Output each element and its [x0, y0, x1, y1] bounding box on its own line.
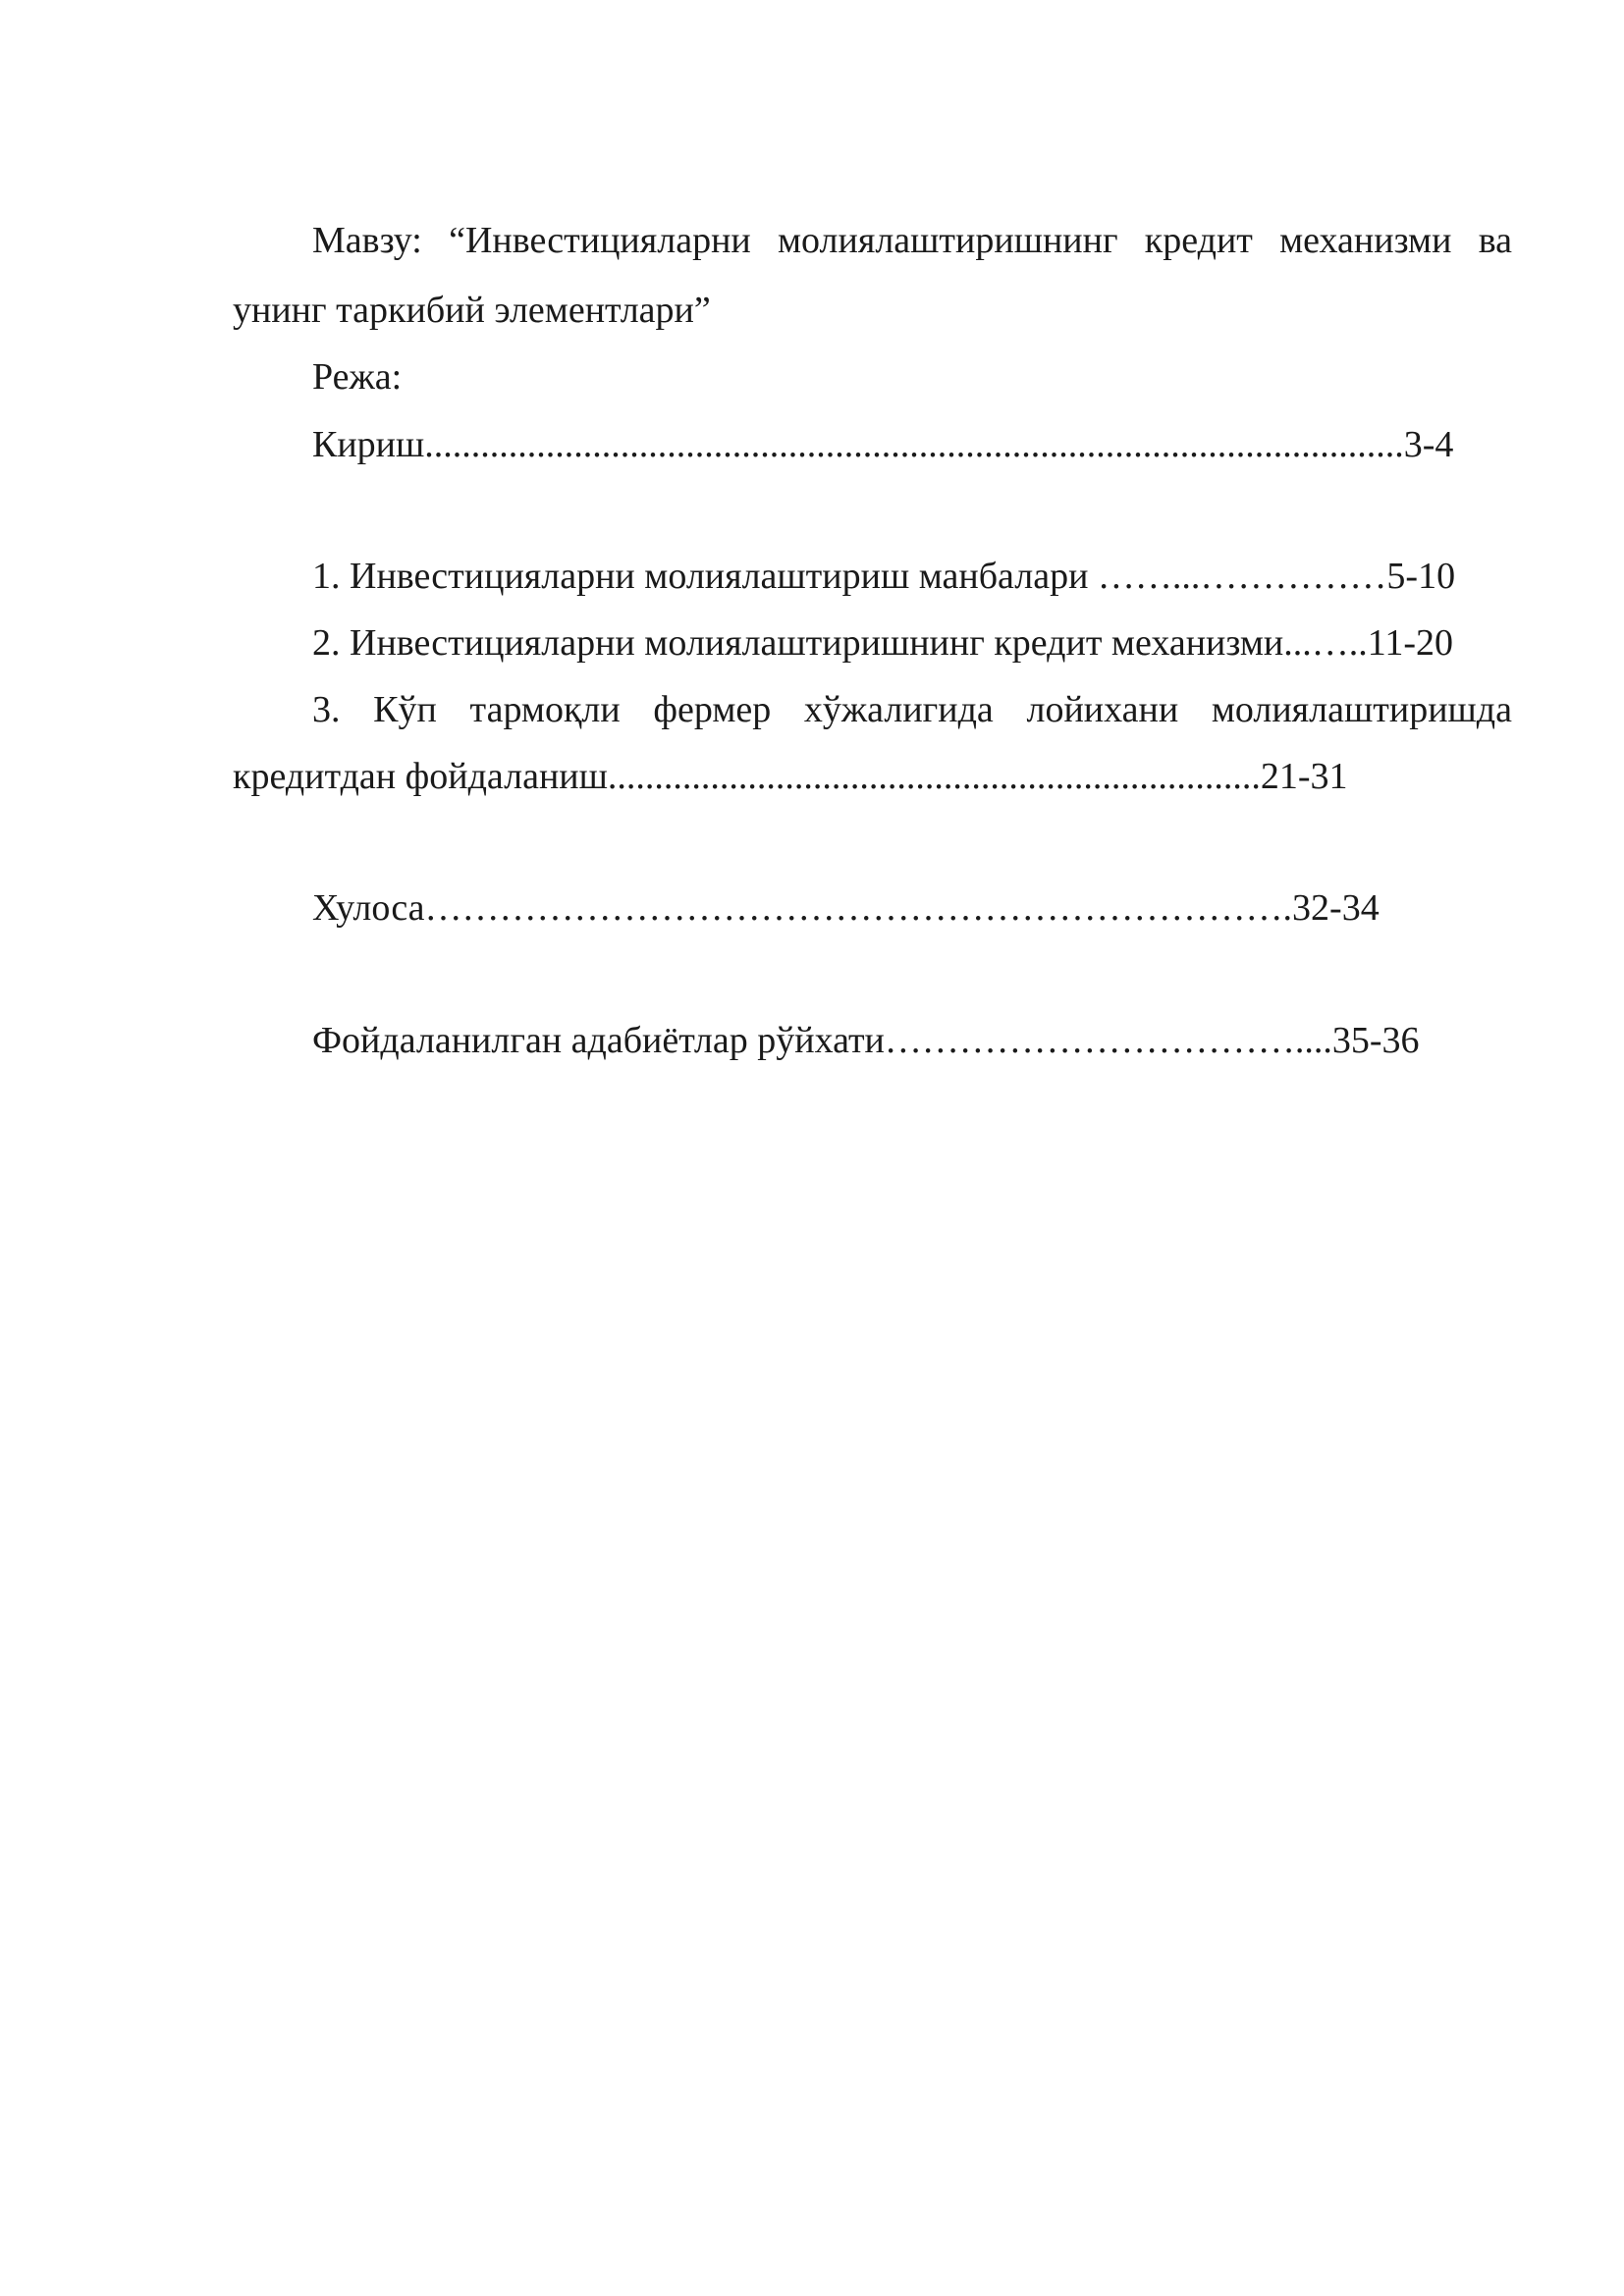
toc-item-3-line-1: 3. Кўп тармоқли фермер хўжалигида лойихани молиялаштиришда [312, 689, 1512, 730]
toc-conclusion: Хулоса…………………………………………………………….32-34 [312, 887, 1380, 929]
toc-item-2: 2. Инвестицияларни молиялаштиришнинг кредит механизми...…..11-20 [312, 622, 1453, 664]
toc-introduction: Кириш.........................................................................................................3-4 [312, 424, 1454, 465]
topic-line-1: Мавзу: “Инвестицияларни молиялаштиришнинг кредит механизми ва [312, 220, 1512, 261]
topic-line-2: унинг таркибий элементлари” [233, 290, 711, 331]
toc-references: Фойдаланилган адабиётлар рўйхати……………………………....35-36 [312, 1020, 1420, 1061]
toc-item-1: 1. Инвестицияларни молиялаштириш манбалари ……...……………5-10 [312, 556, 1456, 597]
plan-heading: Режа: [312, 356, 403, 398]
toc-item-3-line-2: кредитдан фойдаланиш......................................................................21-31 [233, 756, 1348, 797]
